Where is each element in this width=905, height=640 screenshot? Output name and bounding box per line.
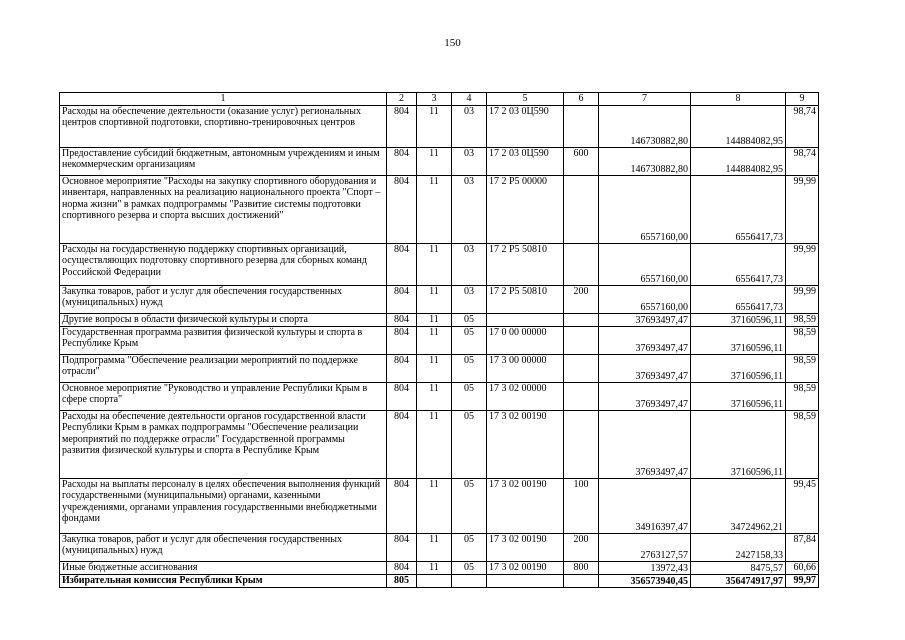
row-podrazdel: 05	[452, 355, 487, 383]
row-percent: 98,59	[786, 411, 819, 479]
row-plan: 2763127,57	[599, 534, 691, 562]
row-podrazdel	[452, 575, 487, 588]
row-percent: 99,99	[786, 176, 819, 244]
row-podrazdel: 03	[452, 244, 487, 286]
row-name: Другие вопросы в области физической культуры и спорта	[60, 314, 387, 327]
row-expense-type	[564, 106, 599, 148]
row-name: Основное мероприятие "Расходы на закупку спортивного оборудования и инвентаря, направленных на реализацию национального проекта "Спорт – норма жизни" в рамках подпрограммы "Развитие системы подготовки спортивного резерва и спорта высших достижений"	[60, 176, 387, 244]
row-razdel: 11	[417, 286, 452, 314]
table-row	[60, 534, 819, 562]
column-header: 5	[487, 93, 564, 106]
row-ved: 804	[387, 562, 417, 575]
column-header: 4	[452, 93, 487, 106]
row-fact: 8475,57	[691, 562, 786, 575]
row-podrazdel: 05	[452, 411, 487, 479]
column-header: 8	[691, 93, 786, 106]
row-fact: 2427158,33	[691, 534, 786, 562]
row-razdel: 11	[417, 244, 452, 286]
row-ved: 804	[387, 479, 417, 534]
row-razdel: 11	[417, 355, 452, 383]
row-target-article: 17 2 P5 50810	[487, 286, 564, 314]
row-ved: 804	[387, 355, 417, 383]
row-fact: 6556417,73	[691, 176, 786, 244]
row-fact: 6556417,73	[691, 244, 786, 286]
row-percent: 99,45	[786, 479, 819, 534]
row-podrazdel: 05	[452, 534, 487, 562]
row-percent: 98,59	[786, 314, 819, 327]
row-ved: 804	[387, 148, 417, 176]
row-expense-type: 600	[564, 148, 599, 176]
row-ved: 804	[387, 314, 417, 327]
header-row	[60, 93, 819, 106]
row-expense-type	[564, 327, 599, 355]
row-percent: 98,74	[786, 148, 819, 176]
row-expense-type: 800	[564, 562, 599, 575]
row-razdel: 11	[417, 106, 452, 148]
row-target-article	[487, 575, 564, 588]
budget-table	[59, 92, 819, 588]
column-header: 2	[387, 93, 417, 106]
column-header: 9	[786, 93, 819, 106]
row-percent: 98,59	[786, 383, 819, 411]
row-plan: 37693497,47	[599, 383, 691, 411]
row-target-article: 17 0 00 00000	[487, 327, 564, 355]
row-percent: 99,99	[786, 286, 819, 314]
row-percent: 60,66	[786, 562, 819, 575]
row-plan: 37693497,47	[599, 314, 691, 327]
row-percent: 98,59	[786, 327, 819, 355]
row-name: Избирательная комиссия Республики Крым	[60, 575, 387, 588]
row-razdel: 11	[417, 479, 452, 534]
row-expense-type	[564, 383, 599, 411]
row-name: Подпрограмма "Обеспечение реализации мероприятий по поддержке отрасли"	[60, 355, 387, 383]
row-fact: 356474917,97	[691, 575, 786, 588]
row-plan: 37693497,47	[599, 355, 691, 383]
row-razdel: 11	[417, 562, 452, 575]
table-row	[60, 244, 819, 286]
table-row	[60, 411, 819, 479]
row-plan: 34916397,47	[599, 479, 691, 534]
row-razdel	[417, 575, 452, 588]
row-expense-type	[564, 244, 599, 286]
row-ved: 804	[387, 244, 417, 286]
row-plan: 37693497,47	[599, 411, 691, 479]
table-row	[60, 106, 819, 148]
table-row	[60, 176, 819, 244]
row-razdel: 11	[417, 314, 452, 327]
row-fact: 37160596,11	[691, 314, 786, 327]
row-plan: 356573940,45	[599, 575, 691, 588]
row-expense-type	[564, 355, 599, 383]
row-target-article: 17 3 02 00190	[487, 534, 564, 562]
table-row	[60, 355, 819, 383]
row-percent: 99,99	[786, 244, 819, 286]
row-expense-type: 200	[564, 286, 599, 314]
row-podrazdel: 05	[452, 562, 487, 575]
row-target-article: 17 2 P5 50810	[487, 244, 564, 286]
row-fact: 6556417,73	[691, 286, 786, 314]
row-plan: 6557160,00	[599, 286, 691, 314]
column-header: 1	[60, 93, 387, 106]
row-plan: 37693497,47	[599, 327, 691, 355]
column-header: 6	[564, 93, 599, 106]
row-percent: 98,74	[786, 106, 819, 148]
row-podrazdel: 05	[452, 383, 487, 411]
row-razdel: 11	[417, 383, 452, 411]
row-ved: 804	[387, 106, 417, 148]
row-expense-type	[564, 411, 599, 479]
row-ved: 804	[387, 383, 417, 411]
table-row	[60, 314, 819, 327]
row-expense-type	[564, 314, 599, 327]
row-percent: 98,59	[786, 355, 819, 383]
row-expense-type	[564, 176, 599, 244]
row-podrazdel: 05	[452, 479, 487, 534]
row-target-article: 17 3 00 00000	[487, 355, 564, 383]
row-name: Расходы на государственную поддержку спортивных организаций, осуществляющих подготовку спортивного резерва для сборных команд Российской Федерации	[60, 244, 387, 286]
row-ved: 804	[387, 327, 417, 355]
row-name: Государственная программа развития физической культуры и спорта в Республике Крым	[60, 327, 387, 355]
row-name: Предоставление субсидий бюджетным, автономным учреждениям и иным некоммерческим организациям	[60, 148, 387, 176]
row-name: Закупка товаров, работ и услуг для обеспечения государственных (муниципальных) нужд	[60, 534, 387, 562]
row-podrazdel: 03	[452, 106, 487, 148]
row-expense-type: 100	[564, 479, 599, 534]
row-name: Расходы на обеспечение деятельности (оказание услуг) региональных центров спортивной подготовки, спортивно-тренировочных центров	[60, 106, 387, 148]
row-expense-type: 200	[564, 534, 599, 562]
row-plan: 6557160,00	[599, 176, 691, 244]
row-podrazdel: 03	[452, 176, 487, 244]
table-row	[60, 383, 819, 411]
column-header: 7	[599, 93, 691, 106]
row-ved: 804	[387, 411, 417, 479]
table-row	[60, 479, 819, 534]
table-row	[60, 575, 819, 588]
row-razdel: 11	[417, 327, 452, 355]
row-fact: 144884082,95	[691, 106, 786, 148]
row-razdel: 11	[417, 176, 452, 244]
row-target-article: 17 3 02 00000	[487, 383, 564, 411]
row-podrazdel: 05	[452, 327, 487, 355]
row-name: Иные бюджетные ассигнования	[60, 562, 387, 575]
row-target-article: 17 2 P5 00000	[487, 176, 564, 244]
row-razdel: 11	[417, 148, 452, 176]
row-name: Расходы на обеспечение деятельности органов государственной власти Республики Крым в рамках подпрограммы "Обеспечение реализации мероприятий по поддержке отрасли" Государственной программы развития физической культуры и спорта в Республике Крым	[60, 411, 387, 479]
row-fact: 37160596,11	[691, 383, 786, 411]
row-podrazdel: 03	[452, 286, 487, 314]
table-row	[60, 148, 819, 176]
row-target-article: 17 3 02 00190	[487, 411, 564, 479]
page-number: 150	[444, 37, 461, 49]
row-razdel: 11	[417, 411, 452, 479]
row-target-article: 17 3 02 00190	[487, 479, 564, 534]
row-fact: 37160596,11	[691, 327, 786, 355]
row-podrazdel: 05	[452, 314, 487, 327]
row-ved: 805	[387, 575, 417, 588]
row-razdel: 11	[417, 534, 452, 562]
row-expense-type	[564, 575, 599, 588]
table-row	[60, 327, 819, 355]
row-percent: 99,97	[786, 575, 819, 588]
table-row	[60, 562, 819, 575]
row-plan: 13972,43	[599, 562, 691, 575]
row-plan: 146730882,80	[599, 148, 691, 176]
row-target-article: 17 2 03 0Ц590	[487, 106, 564, 148]
row-target-article	[487, 314, 564, 327]
row-ved: 804	[387, 534, 417, 562]
row-ved: 804	[387, 286, 417, 314]
row-fact: 37160596,11	[691, 355, 786, 383]
row-name: Закупка товаров, работ и услуг для обеспечения государственных (муниципальных) нужд	[60, 286, 387, 314]
row-fact: 37160596,11	[691, 411, 786, 479]
row-fact: 34724962,21	[691, 479, 786, 534]
row-fact: 144884082,95	[691, 148, 786, 176]
row-target-article: 17 2 03 0Ц590	[487, 148, 564, 176]
column-header: 3	[417, 93, 452, 106]
row-plan: 146730882,80	[599, 106, 691, 148]
row-name: Расходы на выплаты персоналу в целях обеспечения выполнения функций государственными (муниципальными) органами, казенными учреждениями, органами управления государственными внебюджетными фондами	[60, 479, 387, 534]
row-ved: 804	[387, 176, 417, 244]
row-target-article: 17 3 02 00190	[487, 562, 564, 575]
row-podrazdel: 03	[452, 148, 487, 176]
table-row	[60, 286, 819, 314]
row-plan: 6557160,00	[599, 244, 691, 286]
row-name: Основное мероприятие "Руководство и управление Республики Крым в сфере спорта"	[60, 383, 387, 411]
row-percent: 87,84	[786, 534, 819, 562]
